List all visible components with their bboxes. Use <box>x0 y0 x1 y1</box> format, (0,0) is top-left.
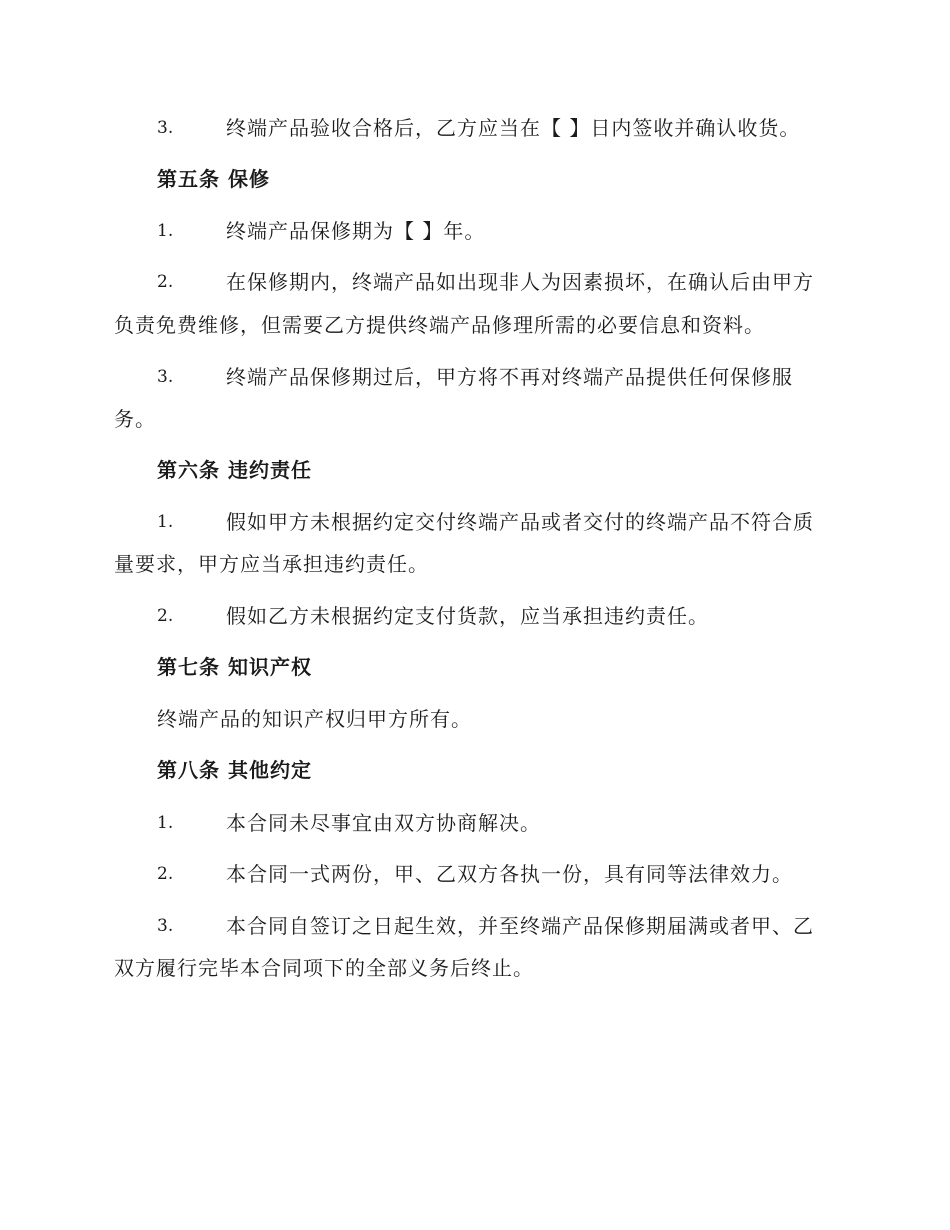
item-text-continued: 量要求，甲方应当承担违约责任。 <box>114 552 429 576</box>
item-number: 3. <box>157 118 174 138</box>
item-text: 本合同一式两份，甲、乙双方各执一份，具有同等法律效力。 <box>226 862 793 886</box>
item-text: 终端产品保修期为【 】年。 <box>226 219 486 243</box>
section-heading: 第五条 保修 <box>157 167 270 191</box>
section-heading: 第七条 知识产权 <box>157 655 312 679</box>
item-text: 假如乙方未根据约定支付货款，应当承担违约责任。 <box>226 604 709 628</box>
item-number: 1. <box>157 221 174 241</box>
item-number: 3. <box>157 916 174 936</box>
item-text: 假如甲方未根据约定交付终端产品或者交付的终端产品不符合质 <box>226 510 814 534</box>
item-number: 1. <box>157 512 174 532</box>
item-text: 终端产品验收合格后，乙方应当在【 】日内签收并确认收货。 <box>226 116 801 140</box>
item-text-continued: 务。 <box>114 407 156 431</box>
section-heading: 第六条 违约责任 <box>157 458 312 482</box>
item-number: 3. <box>157 367 174 387</box>
section-heading: 第八条 其他约定 <box>157 758 312 782</box>
item-text: 终端产品保修期过后，甲方将不再对终端产品提供任何保修服 <box>226 365 793 389</box>
item-text: 本合同自签订之日起生效，并至终端产品保修期届满或者甲、乙 <box>226 914 814 938</box>
item-text: 本合同未尽事宜由双方协商解决。 <box>226 811 541 835</box>
item-text-continued: 双方履行完毕本合同项下的全部义务后终止。 <box>114 956 534 980</box>
item-number: 2. <box>157 272 174 292</box>
item-text: 在保修期内，终端产品如出现非人为因素损坏，在确认后由甲方 <box>226 270 814 294</box>
paragraph-text: 终端产品的知识产权归甲方所有。 <box>157 707 472 731</box>
item-number: 2. <box>157 606 174 626</box>
item-number: 1. <box>157 813 174 833</box>
item-text-continued: 负责免费维修，但需要乙方提供终端产品修理所需的必要信息和资料。 <box>114 313 765 337</box>
item-number: 2. <box>157 864 174 884</box>
